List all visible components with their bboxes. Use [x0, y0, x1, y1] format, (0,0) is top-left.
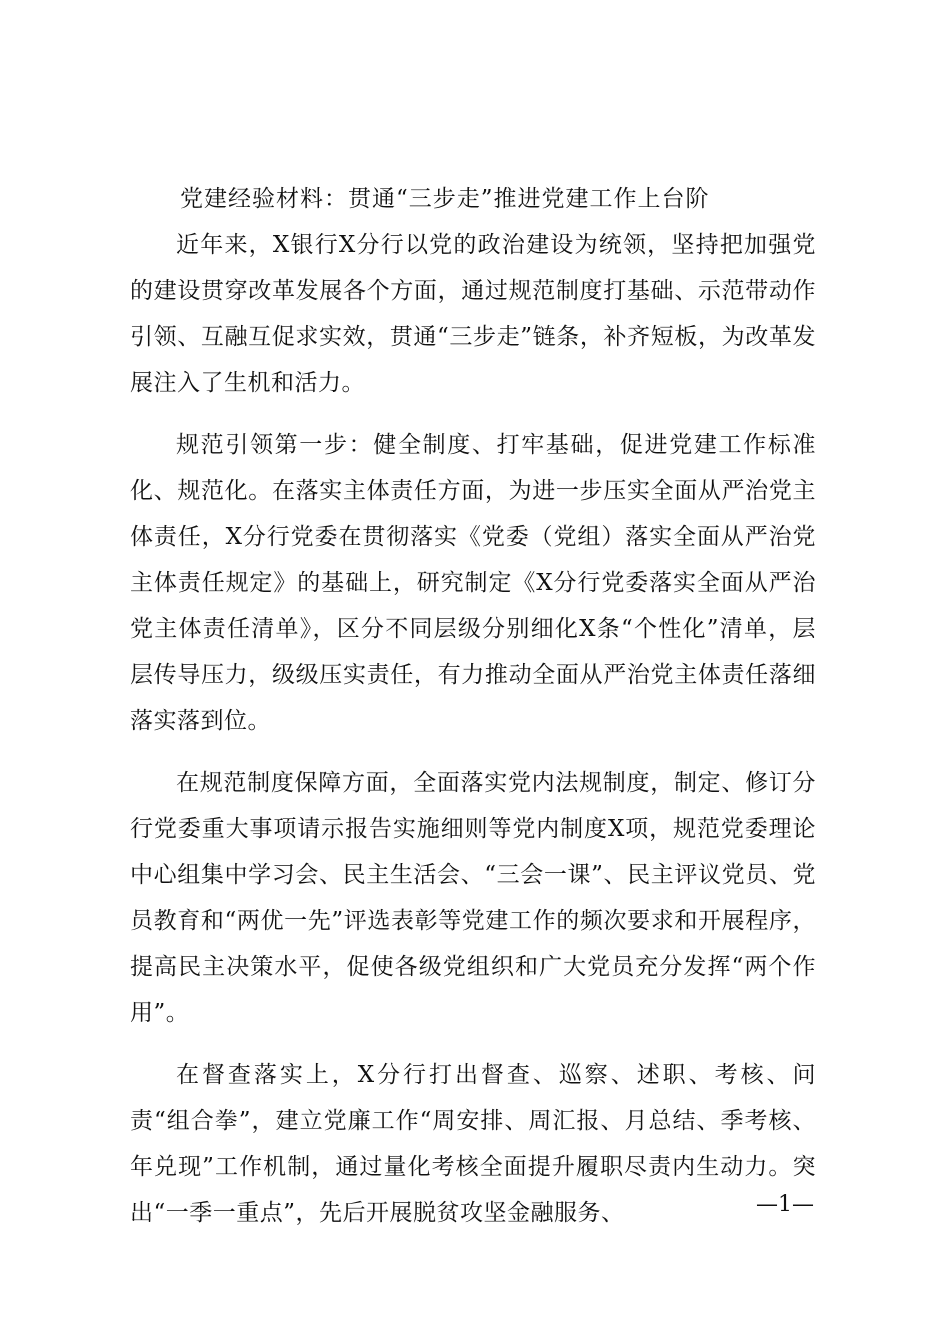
- paragraph-step-one: 规范引领第一步：健全制度、打牢基础，促进党建工作标准化、规范化。在落实主体责任方面，为进一步压实全面从严治党主体责任，X分行党委在贯彻落实《党委（党组）落实全面从严治党主体责任规定》的基础上，研究制定《X分行党委落实全面从严治党主体责任清单》，区分不同层级分别细化X条“个性化”清单，层层传导压力，级级压实责任，有力推动全面从严治党主体责任落细落实落到位。: [130, 432, 816, 734]
- page-number: —1—: [756, 1192, 814, 1217]
- document-body: [130, 222, 816, 1236]
- paragraph-supervision: 在督查落实上，X分行打出督查、巡察、述职、考核、问责“组合拳”，建立党廉工作“周安排、周汇报、月总结、季考核、年兑现”工作机制，通过量化考核全面提升履职尽责内生动力。突出“一季一重点”，先后开展脱贫攻坚金融服务、: [130, 1062, 816, 1226]
- document-title: 党建经验材料：贯通“三步走”推进党建工作上台阶: [180, 186, 710, 212]
- paragraph-intro: 近年来，X银行X分行以党的政治建设为统领，坚持把加强党的建设贯穿改革发展各个方面，通过规范制度打基础、示范带动作引领、互融互促求实效，贯通“三步走”链条，补齐短板，为改革发展注入了生机和活力。: [130, 232, 816, 396]
- paragraph-institutional-guarantee: 在规范制度保障方面，全面落实党内法规制度，制定、修订分行党委重大事项请示报告实施细则等党内制度X项，规范党委理论中心组集中学习会、民主生活会、“三会一课”、民主评议党员、党员教育和“两优一先”评选表彰等党建工作的频次要求和开展程序，提高民主决策水平，促使各级党组织和广大党员充分发挥“两个作用”。: [130, 770, 816, 1026]
